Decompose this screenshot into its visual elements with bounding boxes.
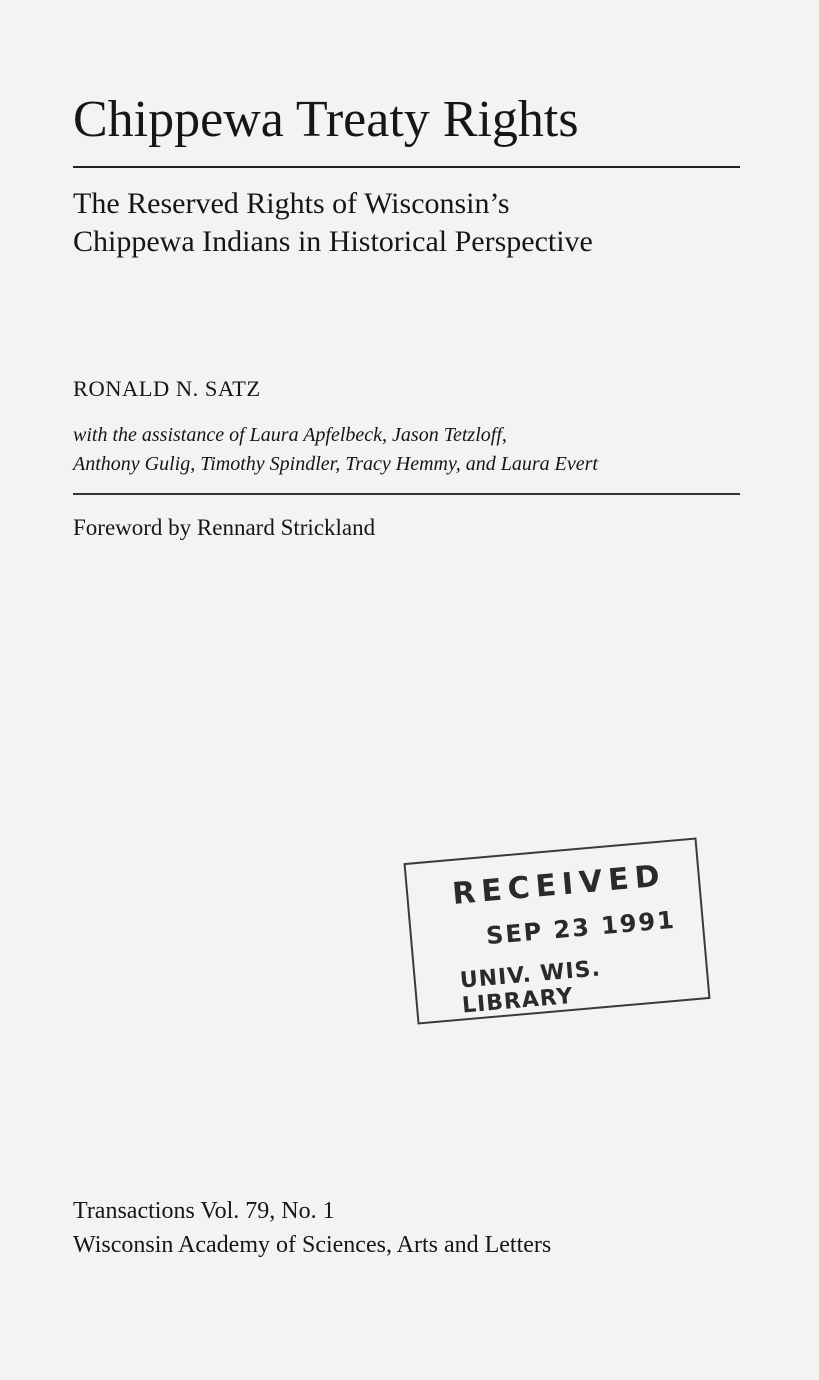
author-name: RONALD N. SATZ	[73, 376, 261, 401]
subtitle-line-1: The Reserved Rights of Wisconsin’s	[73, 187, 510, 220]
stamp-library: UNIV. WIS. LIBRARY	[458, 956, 602, 1019]
stamp-received: RECEIVED	[450, 858, 668, 912]
publisher-line-2: Wisconsin Academy of Sciences, Arts and Letters	[73, 1232, 552, 1258]
book-title: Chippewa Treaty Rights	[73, 91, 579, 148]
publisher-info	[73, 1194, 551, 1262]
subtitle	[73, 185, 593, 261]
publisher-line-1: Transactions Vol. 79, No. 1	[73, 1198, 335, 1224]
title-rule	[73, 166, 740, 168]
foreword-credit: Foreword by Rennard Strickland	[73, 515, 376, 540]
received-stamp	[403, 837, 710, 1024]
stamp-date: SEP 23 1991	[484, 905, 677, 951]
subtitle-line-2: Chippewa Indians in Historical Perspective	[73, 225, 593, 258]
assistance-line-2: Anthony Gulig, Timothy Spindler, Tracy Hemmy, and Laura Evert	[73, 453, 598, 475]
assistance-credits	[73, 421, 598, 479]
credits-rule	[73, 493, 740, 495]
assistance-line-1: with the assistance of Laura Apfelbeck, Jason Tetzloff,	[73, 424, 507, 446]
